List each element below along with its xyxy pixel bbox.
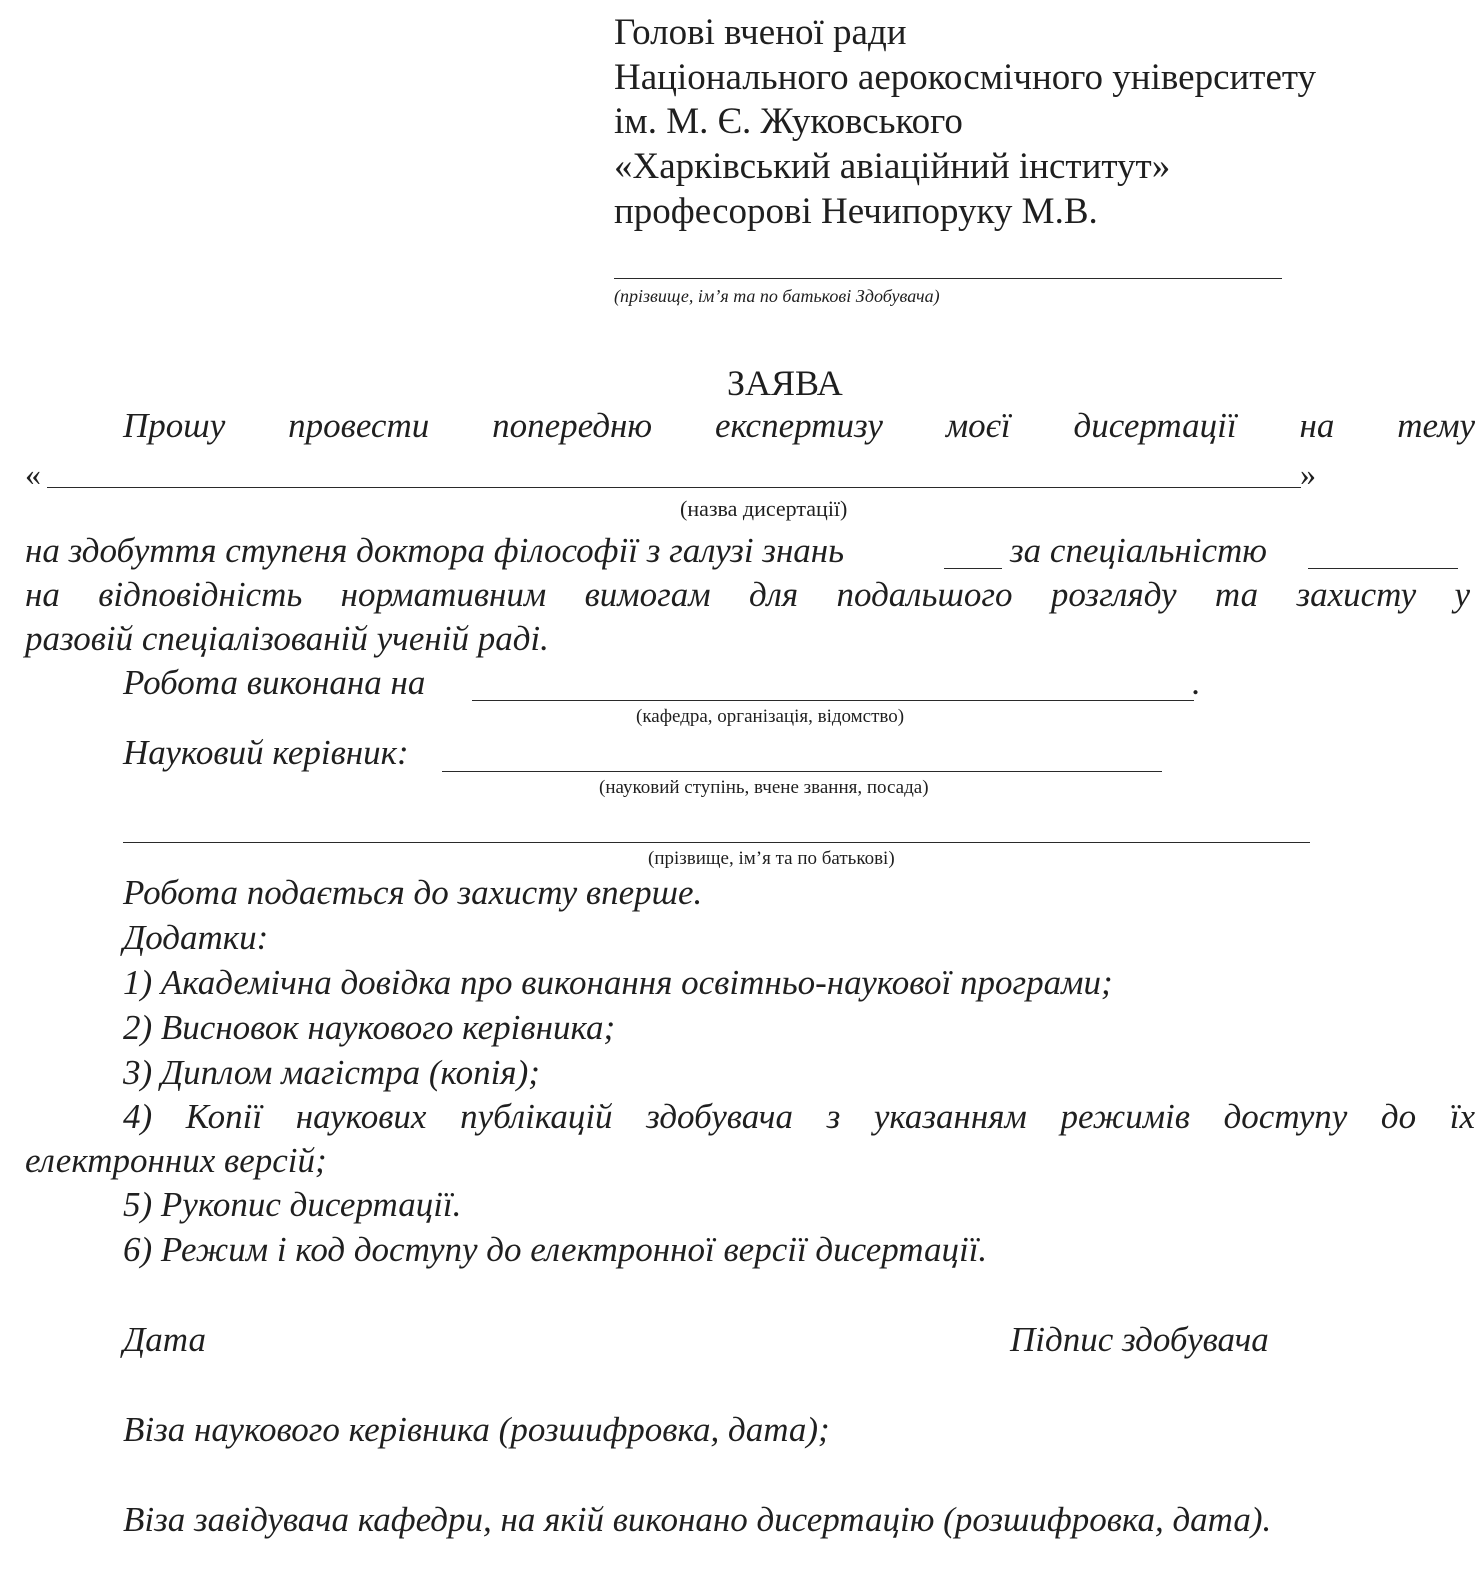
department-caption: (кафедра, організація, відомство)	[636, 706, 905, 727]
applicant-name-line[interactable]	[614, 278, 1282, 279]
compliance-line: на відповідність нормативним вимогам для подальшого розгляду та захисту у	[25, 575, 1470, 614]
request-word: моєї	[945, 406, 1011, 445]
quote-close: »	[1300, 456, 1316, 492]
addressee-line-3: ім. М. Є. Жуковського	[614, 101, 963, 142]
addressee-line-1: Голові вченої ради	[614, 12, 907, 53]
addressee-line-5: професорові Нечипоруку М.В.	[614, 191, 1098, 232]
specialty-text: за спеціальністю	[1010, 531, 1267, 570]
appendix-item: 4) Копії наукових публікацій здобувача з указанням режимів доступу до їх	[123, 1097, 1475, 1136]
thesis-title-line[interactable]	[47, 487, 1301, 488]
appendix-item: 1) Академічна довідка про виконання освітньо-наукової програми;	[123, 963, 1113, 1002]
council-line: разовій спеціалізованій ученій раді.	[25, 619, 549, 658]
quote-open: «	[25, 456, 41, 492]
request-word: на	[1299, 406, 1335, 445]
appendix-item-continued: електронних версій;	[25, 1141, 327, 1180]
request-word: тему	[1397, 406, 1475, 445]
signature-label: Підпис здобувача	[1010, 1320, 1269, 1359]
supervisor-visa: Віза наукового керівника (розшифровка, дата);	[123, 1410, 830, 1449]
addressee-line-2: Національного аерокосмічного університету	[614, 57, 1317, 98]
document-title: ЗАЯВА	[727, 363, 843, 403]
degree-text: на здобуття ступеня доктора філософії з галузі знань	[25, 531, 845, 570]
appendix-item: 2) Висновок наукового керівника;	[123, 1008, 616, 1047]
supervisor-degree-caption: (науковий ступінь, вчене звання, посада)	[599, 777, 929, 798]
addressee-line-4: «Харківський авіаційний інститут»	[614, 146, 1171, 187]
supervisor-name-line[interactable]	[123, 842, 1310, 843]
thesis-title-caption: (назва дисертації)	[680, 496, 848, 521]
head-of-department-visa: Віза завідувача кафедри, на якій виконано дисертацію (розшифровка, дата).	[123, 1500, 1272, 1539]
work-done-period: .	[1192, 663, 1201, 702]
request-word: Прошу	[123, 406, 226, 445]
date-label: Дата	[123, 1320, 206, 1359]
request-word: попередню	[492, 406, 653, 445]
applicant-name-caption: (прізвище, ім’я та по батькові Здобувача)	[614, 286, 940, 306]
department-line[interactable]	[472, 700, 1194, 701]
appendix-item: 3) Диплом магістра (копія);	[123, 1053, 540, 1092]
appendices-title: Додатки:	[123, 918, 269, 957]
appendix-item: 6) Режим і код доступу до електронної версії дисертації.	[123, 1230, 988, 1269]
supervisor-label: Науковий керівник:	[123, 733, 409, 772]
supervisor-name-caption: (прізвище, ім’я та по батькові)	[648, 848, 895, 869]
supervisor-degree-line[interactable]	[442, 771, 1162, 772]
request-line	[123, 406, 1475, 450]
request-word: дисертації	[1073, 406, 1237, 445]
appendix-item: 5) Рукопис дисертації.	[123, 1185, 462, 1224]
specialty-line[interactable]	[1308, 568, 1458, 569]
first-submission-text: Робота подається до захисту вперше.	[123, 873, 703, 912]
field-of-knowledge-line[interactable]	[944, 568, 1002, 569]
work-done-label: Робота виконана на	[123, 663, 426, 702]
request-word: провести	[288, 406, 430, 445]
request-word: експертизу	[714, 406, 883, 445]
